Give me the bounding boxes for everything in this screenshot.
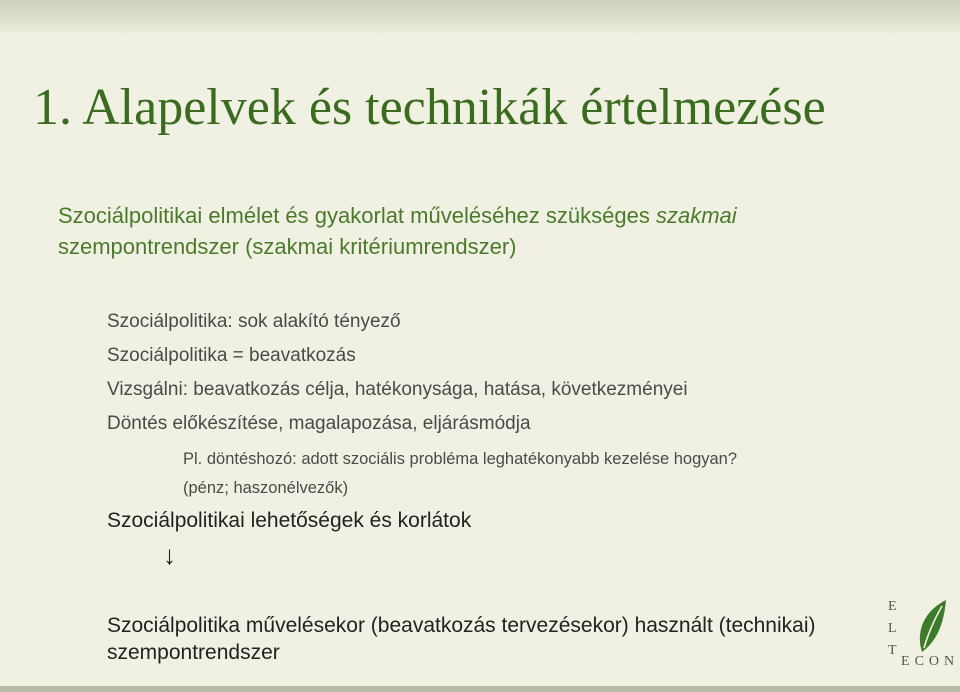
example-line: Pl. döntéshozó: adott szociális probléma leghatékonyabb kezelése hogyan? xyxy=(183,450,738,468)
top-frame xyxy=(0,0,960,36)
logo-econ-text xyxy=(901,654,959,670)
logo-letter-l: L xyxy=(888,621,897,636)
leaf-icon xyxy=(914,598,950,654)
intro-text-after: szempontrendszer (szakmai kritériumrendszer) xyxy=(58,234,517,259)
bottom-frame xyxy=(0,686,960,692)
example-detail: (pénz; haszonélvezők) xyxy=(183,479,349,497)
slide-title: 1. Alapelvek és technikák értelmezése xyxy=(33,79,826,136)
limits-line: Szociálpolitikai lehetőségek és korlátok xyxy=(107,509,472,532)
bullet-line-1: Szociálpolitika: sok alakító tényező xyxy=(107,311,401,332)
conclusion-text: Szociálpolitika művelésekor (beavatkozás tervezésekor) használt (technikai) szempontrendszer xyxy=(107,614,816,664)
bullet-line-4: Döntés előkészítése, magalapozása, eljárásmódja xyxy=(107,413,531,434)
logo-letter-e: E xyxy=(888,599,897,614)
down-arrow-icon: ↓ xyxy=(163,540,176,570)
elte-econ-logo xyxy=(888,596,960,676)
bullet-line-3: Vizsgálni: beavatkozás célja, hatékonysága, hatása, következményei xyxy=(107,379,688,400)
logo-letter-e2: E xyxy=(901,654,915,669)
intro-text xyxy=(58,200,918,262)
logo-con: CON xyxy=(914,654,960,669)
logo-letter-t: T xyxy=(888,643,897,658)
logo-letters xyxy=(888,596,897,662)
intro-italic: szakmai xyxy=(655,203,737,228)
bullet-line-2: Szociálpolitika = beavatkozás xyxy=(107,345,356,366)
intro-text-before: Szociálpolitikai elmélet és gyakorlat műveléséhez szükséges xyxy=(58,203,656,228)
